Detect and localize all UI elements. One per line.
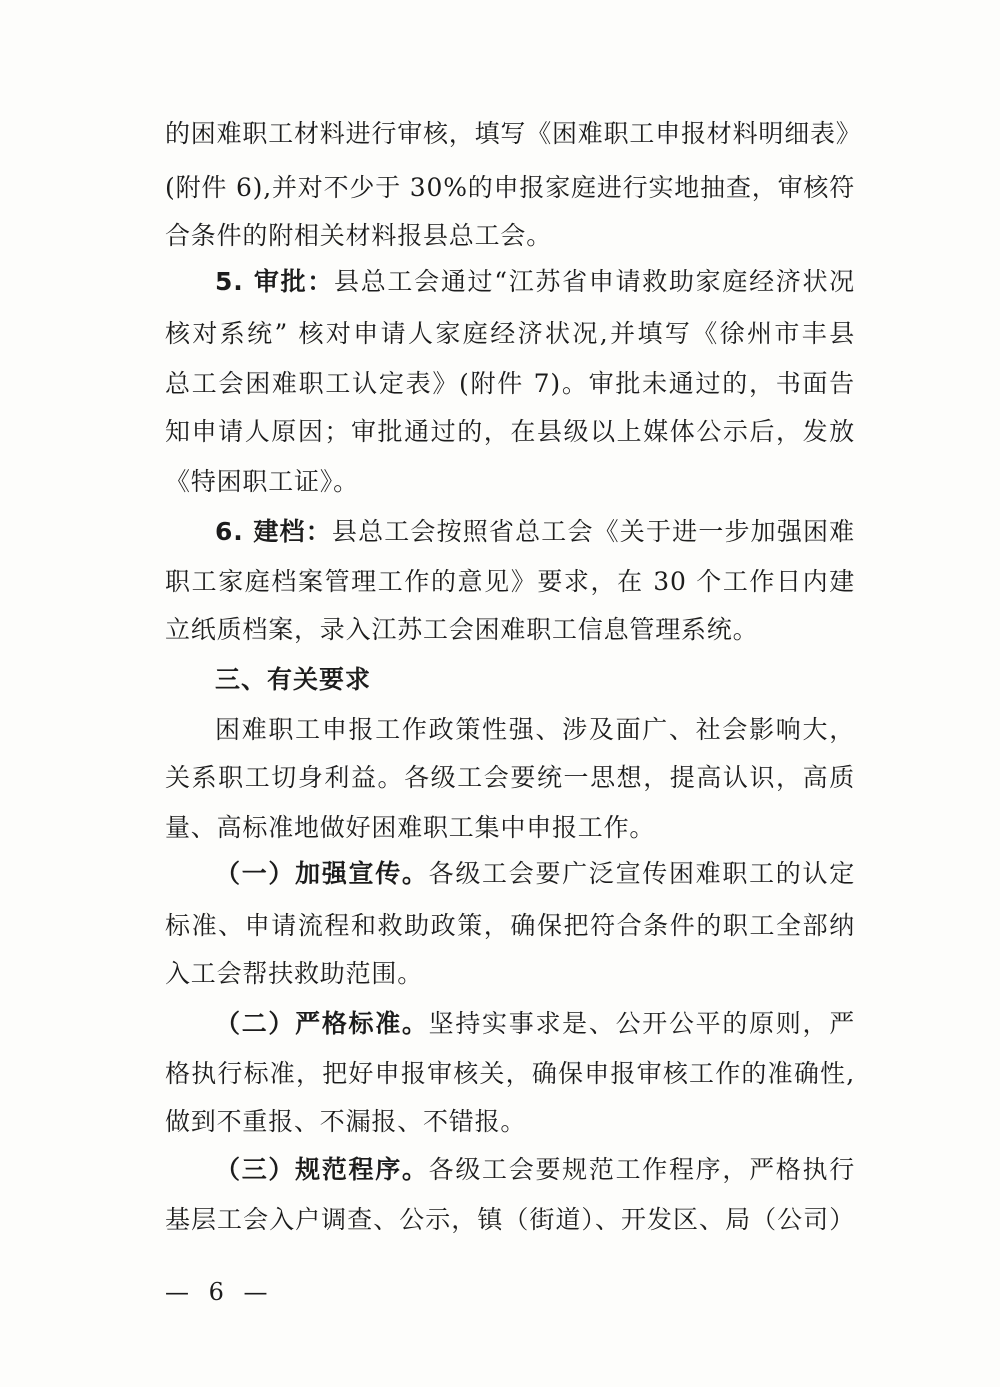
section-6-label: 6. 建档： xyxy=(215,517,332,546)
item-2-text: 坚持实事求是、公开公平的原则，严 xyxy=(428,1009,855,1038)
section-5-first-line xyxy=(215,266,855,298)
item-3-text: 各级工会要规范工作程序，严格执行 xyxy=(428,1155,855,1184)
section-5-label: 5. 审批： xyxy=(215,267,335,296)
section-6-first-line xyxy=(215,516,855,548)
paragraph-line: 的困难职工材料进行审核，填写《困难职工申报材料明细表》 xyxy=(165,119,862,148)
item-1-text: 各级工会要广泛宣传困难职工的认定 xyxy=(428,859,855,888)
paragraph-line: 《特困职工证》。 xyxy=(165,467,359,496)
paragraph-line: (附件 6),并对不少于 30%的申报家庭进行实地抽查，审核符 xyxy=(165,173,855,202)
paragraph-line: 合条件的附相关材料报县总工会。 xyxy=(165,221,553,250)
paragraph-line: 核对系统” 核对申请人家庭经济状况,并填写《徐州市丰县 xyxy=(165,319,855,348)
paragraph-line: 困难职工申报工作政策性强、涉及面广、社会影响大， xyxy=(215,715,855,744)
paragraph-line: 量、高标准地做好困难职工集中申报工作。 xyxy=(165,813,656,842)
paragraph-line: 做到不重报、不漏报、不错报。 xyxy=(165,1107,527,1136)
item-1-label: （一）加强宣传。 xyxy=(215,859,429,888)
paragraph-line: 标准、申请流程和救助政策，确保把符合条件的职工全部纳 xyxy=(165,911,855,940)
page-number: — 6 — xyxy=(165,1278,274,1306)
item-3-first-line xyxy=(215,1154,855,1186)
section-heading: 三、有关要求 xyxy=(215,665,372,694)
paragraph-line: 总工会困难职工认定表》(附件 7)。审批未通过的，书面告 xyxy=(165,369,855,398)
paragraph-line: 基层工会入户调查、公示，镇（街道）、开发区、局（公司） xyxy=(165,1205,855,1234)
paragraph-line: 知申请人原因；审批通过的，在县级以上媒体公示后，发放 xyxy=(165,417,855,446)
paragraph-line: 格执行标准，把好申报审核关，确保申报审核工作的准确性, xyxy=(165,1059,855,1088)
paragraph-line: 立纸质档案，录入江苏工会困难职工信息管理系统。 xyxy=(165,615,759,644)
section-6-text: 县总工会按照省总工会《关于进一步加强困难 xyxy=(331,517,855,546)
item-3-label: （三）规范程序。 xyxy=(215,1155,429,1184)
item-2-label: （二）严格标准。 xyxy=(215,1009,429,1038)
paragraph-line: 职工家庭档案管理工作的意见》要求，在 30 个工作日内建 xyxy=(165,567,855,596)
item-2-first-line xyxy=(215,1008,855,1040)
item-1-first-line xyxy=(215,858,855,890)
paragraph-line: 关系职工切身利益。各级工会要统一思想，提高认识，高质 xyxy=(165,763,855,792)
section-5-text: 县总工会通过“江苏省申请救助家庭经济状况 xyxy=(334,267,855,296)
paragraph-line: 入工会帮扶救助范围。 xyxy=(165,959,424,988)
